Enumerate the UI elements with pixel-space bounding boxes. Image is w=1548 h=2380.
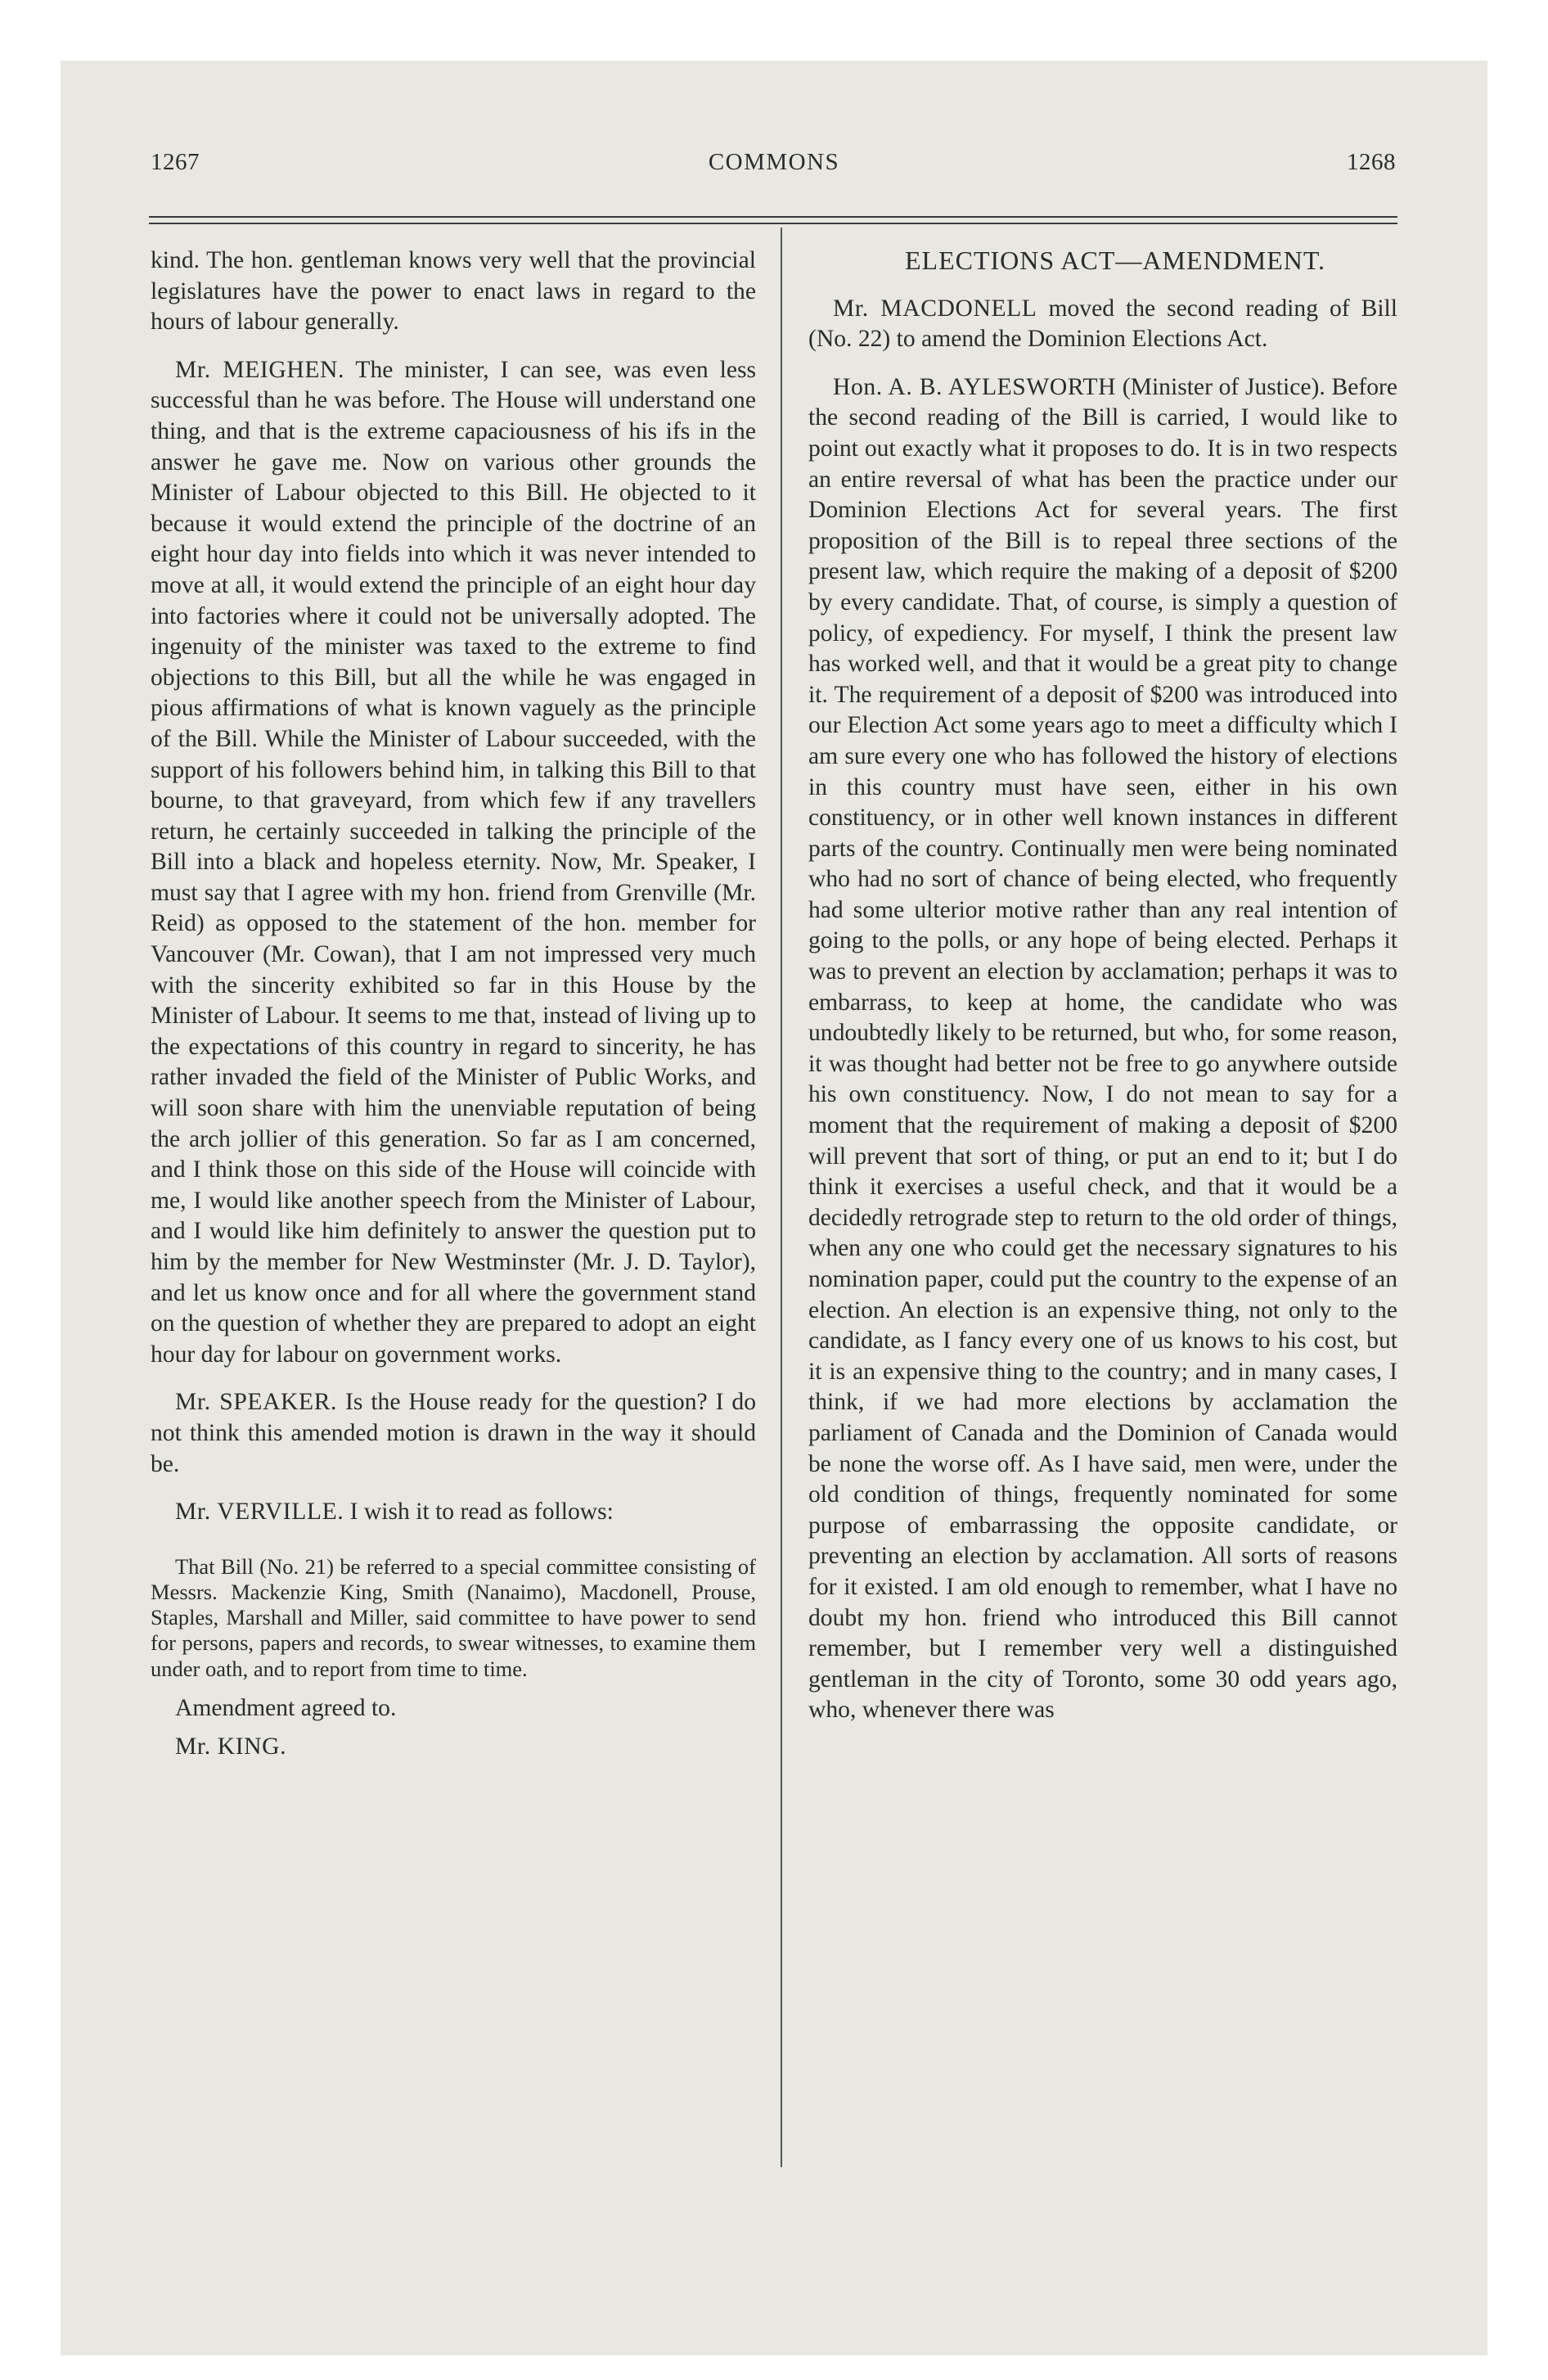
paragraph-continued: kind. The hon. gentleman knows very well that the provincial legislatures have the power to enact laws in regard to the hours of labour generally. — [151, 247, 756, 336]
speech-text: (Minister of Justice). Before the second reading of the Bill is carried, I would like to point out exactly what it proposes to do. It is in two respects an entire reversal of what has been the practice under our Dominion Elections Act for several years. The first proposition of the Bill is to repeal three sections of the present law, which require the making of a deposit of $200 by every candidate. That, of course, is simply a question of policy, of expediency. For myself, I think the present law has worked well, and that it would be a great pity to change it. The requirement of a deposit of $200 was introduced into our Election Act some years ago to meet a difficulty which I am sure every one who has followed the history of elections in this country must have seen, either in his own constituency, or in other well known instances in different parts of the country. Continually men were being nominated who had no sort of chance of being elected, who frequently had some ulterior motive rather than any real intention of going to the polls, or any hope of being elected. Perhaps it was to prevent an election by acclamation; perhaps it was to embarrass, to keep at home, the candidate who was undoubtedly likely to be returned, but who, for some reason, it was thought had better not be free to go anywhere outside his own constituency. Now, I do not mean to say for a moment that the requirement of making a deposit of $200 will prevent that sort of thing, or put an end to it; but I do think it exercises a useful check, and that it would be a decidedly retrograde step to return to the old order of things, when any one who could get the necessary signatures to his nomination paper, could put the country to the expense of an election. An election is an expensive thing, not only to the candidate, as I fancy every one of us knows to his cost, but it is an expensive thing to the country; and in many cases, I think, if we had more elections by acclamation the parliament of Canada and the Dominion of Canada would be none the worse off. As I have said, men were, under the old condition of things, frequently nominated for some purpose of embarrassing the opposite candidate, or preventing an election by acclamation. All sorts of reasons for it existed. I am old enough to remember, what I have no doubt my hon. friend who introduced this Bill cannot remember, but I remember very well a distinguished gentleman in the city of Toronto, some 30 odd years ago, who, whenever there was — [808, 373, 1397, 1724]
amendment-quote: That Bill (No. 21) be referred to a special committee consisting of Messrs. Mackenzie King, Smith (Nanaimo), Macdonell, Prouse, Staples, Marshall and Miller, said committee to have power to send for persons, papers and records, to swear witnesses, to examine them under oath, and to report from time to time. — [151, 1553, 756, 1681]
speaker-name: Mr. MACDONELL — [833, 295, 1037, 322]
hansard-page — [61, 61, 1487, 2355]
column-divider — [781, 228, 782, 2167]
speaker-name: Mr. MEIGHEN. — [175, 356, 344, 383]
speaker-name: Hon. A. B. AYLESWORTH — [833, 373, 1117, 400]
running-title: COMMONS — [708, 149, 840, 175]
left-column — [151, 246, 756, 1763]
right-page-number: 1268 — [1347, 149, 1396, 175]
speaker-name: Mr. KING. — [175, 1733, 287, 1760]
paragraph-king — [151, 1732, 756, 1763]
paragraph-aylesworth — [808, 372, 1397, 1726]
speech-text: moved the second reading of Bill (No. 22) to amend the Dominion Elections Act. — [808, 295, 1398, 353]
left-page-number: 1267 — [151, 149, 200, 175]
speech-text: The minister, I can see, was even less successful than he was before. The House will understand one thing, and that is the extreme capaciousness of his ifs in the answer he gave me. Now on various other grounds the Minister of Labour objected to this Bill. He objected to it because it would extend the principle of the doctrine of an eight hour day into fields into which it was never intended to move at all, it would extend the principle of an eight hour day into factories where it could not be universally adopted. The ingenuity of the minister was taxed to the extreme to find objections to this Bill, but all the while he was engaged in pious affirmations of what is known vaguely as the principle of the Bill. While the Minister of Labour succeeded, with the support of his followers behind him, in talking this Bill to that bourne, to that graveyard, from which few if any travellers return, he certainly succeeded in talking the principle of the Bill into a black and hopeless eternity. Now, Mr. Speaker, I must say that I agree with my hon. friend from Grenville (Mr. Reid) as opposed to the statement of the hon. member for Vancouver (Mr. Cowan), that I am not impressed very much with the sincerity exhibited so far in this House by the Minister of Labour. It seems to me that, instead of living up to the expectations of this country in regard to sincerity, he has rather invaded the field of the Minister of Public Works, and will soon share with him the unenviable reputation of being the arch jollier of this generation. So far as I am concerned, and I think those on this side of the House will coincide with me, I would like another speech from the Minister of Labour, and I would like him definitely to answer the question put to him by the member for New Westminster (Mr. J. D. Taylor), and let us know once and for all where the government stand on the question of whether they are prepared to adopt an eight hour day for labour on government works. — [151, 356, 756, 1368]
paragraph-meighen — [151, 355, 756, 1371]
amendment-result: Amendment agreed to. — [175, 1694, 397, 1721]
header-rule-bottom — [149, 223, 1397, 224]
section-heading: ELECTIONS ACT—AMENDMENT. — [904, 246, 1326, 275]
paragraph-speaker — [151, 1387, 756, 1480]
speaker-name: Mr. SPEAKER. — [175, 1389, 338, 1416]
paragraph-macdonell — [808, 294, 1397, 355]
speech-text: Is the House ready for the question? I do not think this amended motion is drawn in the way it should be. — [151, 1389, 757, 1477]
speech-text: I wish it to read as follows: — [344, 1499, 614, 1526]
speaker-name: Mr. VERVILLE. — [175, 1499, 344, 1526]
right-column — [808, 246, 1397, 1726]
paragraph-verville — [151, 1497, 756, 1528]
header-rule-top — [149, 216, 1397, 218]
